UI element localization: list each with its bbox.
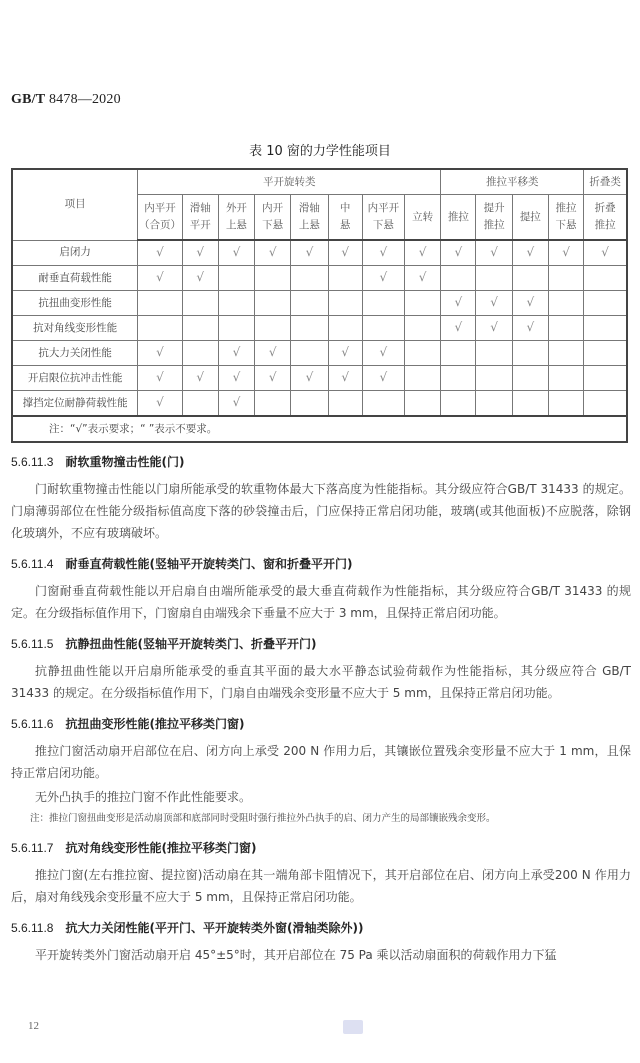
empty-cell: [138, 316, 182, 341]
empty-cell: [291, 291, 328, 316]
standard-code: [11, 92, 121, 108]
section-heading: [11, 838, 631, 858]
section-heading: [11, 714, 631, 734]
column-header-line1: 内平开: [367, 202, 400, 214]
checkmark-icon: √: [490, 320, 498, 334]
empty-cell: [584, 316, 627, 341]
empty-cell: [584, 366, 627, 391]
section-number: 5.6.11.3: [11, 455, 54, 469]
checkmark-icon: √: [341, 370, 349, 384]
empty-cell: [512, 266, 548, 291]
check-cell: [512, 240, 548, 266]
column-header: [291, 195, 328, 241]
checkmark-icon: √: [379, 270, 388, 284]
checkmark-icon: √: [526, 320, 535, 334]
check-cell: [476, 291, 512, 316]
empty-cell: [291, 341, 328, 366]
table-row: [12, 240, 627, 266]
section-paragraph: 推拉门窗活动扇开启部位在启、闭方向上承受 200 N 作用力后，其镶嵌位置残余变形量不应大于 1 mm，且保持正常启闭功能。: [11, 744, 631, 780]
column-header: [218, 195, 254, 241]
checkmark-icon: √: [490, 295, 498, 309]
column-header-line2: 下悬: [555, 219, 577, 231]
column-header: [138, 195, 182, 241]
check-cell: [138, 240, 182, 266]
table-note: 注：“√”表示要求；“ ”表示不要求。: [12, 416, 627, 442]
empty-cell: [548, 291, 583, 316]
section-paragraph: 平开旋转类外门窗活动扇开启 45°±5°时，其开启部位在 75 Pa 乘以活动扇面积的荷载作用力下猛: [35, 948, 557, 962]
check-cell: [362, 341, 404, 366]
empty-cell: [182, 316, 218, 341]
section-number: 5.6.11.7: [11, 841, 54, 855]
check-cell: [476, 240, 512, 266]
column-header-line1: 立转: [412, 210, 434, 223]
section-heading: [11, 554, 631, 574]
checkmark-icon: √: [232, 245, 241, 259]
empty-cell: [218, 291, 254, 316]
column-header-line2: 平开: [189, 219, 211, 231]
column-header: [512, 195, 548, 241]
checkmark-icon: √: [601, 245, 609, 259]
column-header-line1: 提拉: [519, 210, 541, 223]
table-note-row: [12, 416, 627, 442]
checkmark-icon: √: [156, 370, 164, 384]
checkmark-icon: √: [418, 270, 427, 284]
section-content: [11, 452, 631, 976]
empty-cell: [476, 341, 512, 366]
column-header: [328, 195, 362, 241]
section: [11, 634, 631, 704]
empty-cell: [476, 391, 512, 417]
column-header-line2: 推拉: [483, 219, 505, 231]
check-cell: [255, 240, 291, 266]
empty-cell: [441, 391, 476, 417]
empty-cell: [584, 266, 627, 291]
section-paragraph: 抗静扭曲性能以开启扇所能承受的垂直其平面的最大水平静态试验荷载作为性能指标，其分级应符合 GB/T 31433 的规定。在分级指标值作用下，门扇自由端残余变形量不应大于 5 mm，且保持正常启闭功能。: [11, 664, 631, 700]
checkmark-icon: √: [341, 345, 349, 359]
checkmark-icon: √: [156, 395, 164, 409]
checkmark-icon: √: [418, 245, 427, 259]
check-cell: [218, 240, 254, 266]
empty-cell: [584, 391, 627, 417]
column-header-line2: 上悬: [298, 219, 320, 231]
check-cell: [218, 391, 254, 417]
checkmark-icon: √: [268, 370, 277, 384]
check-cell: [182, 266, 218, 291]
column-header: [255, 195, 291, 241]
page-number: 12: [28, 1020, 39, 1032]
check-cell: [512, 291, 548, 316]
empty-cell: [138, 291, 182, 316]
check-cell: [441, 316, 476, 341]
table-row: [12, 266, 627, 291]
section-paragraph: 门耐软重物撞击性能以门扇所能承受的软重物体最大下落高度为性能指标。其分级应符合GB/T 31433 的规定。门扇薄弱部位在性能分级指标值高度下落的砂袋撞击后，门应保持正常启闭功能，玻璃(或其他面板)不应脱落，除钢化玻璃外，不应有玻璃破坏。: [11, 482, 631, 540]
column-header-line1: 提升: [483, 202, 505, 214]
checkmark-icon: √: [379, 370, 388, 384]
check-cell: [255, 341, 291, 366]
watermark-mark: [343, 1020, 363, 1034]
checkmark-icon: √: [232, 345, 241, 359]
group-header: 平开旋转类: [138, 169, 441, 195]
group-header-row: [12, 169, 627, 195]
group-header: 推拉平移类: [441, 169, 584, 195]
empty-cell: [512, 391, 548, 417]
column-header-line1: 滑轴: [298, 202, 320, 214]
checkmark-icon: √: [156, 270, 164, 284]
empty-cell: [441, 266, 476, 291]
performance-table-wrapper: [11, 168, 628, 443]
section-paragraph: 推拉门窗(左右推拉窗、提拉窗)活动扇在其一端角部卡阻情况下，其开启部位在启、闭方向上承受200 N 作用力后，扇对角线残余变形量不应大于 5 mm，且保持正常启闭功能。: [11, 868, 631, 904]
check-cell: [138, 266, 182, 291]
section-heading: [11, 918, 631, 938]
empty-cell: [255, 391, 291, 417]
empty-cell: [218, 316, 254, 341]
column-header-line2: （合页）: [138, 219, 181, 231]
empty-cell: [328, 266, 362, 291]
checkmark-icon: √: [305, 370, 314, 384]
table-row: [12, 341, 627, 366]
empty-cell: [182, 391, 218, 417]
check-cell: [512, 316, 548, 341]
check-cell: [405, 266, 441, 291]
column-header: [405, 195, 441, 241]
table-title: 表 10 窗的力学性能项目: [249, 144, 391, 159]
checkmark-icon: √: [379, 345, 388, 359]
group-header: 折叠类: [584, 169, 627, 195]
checkmark-icon: √: [268, 345, 277, 359]
checkmark-icon: √: [232, 370, 241, 384]
empty-cell: [405, 341, 441, 366]
empty-cell: [548, 266, 583, 291]
checkmark-icon: √: [268, 245, 277, 259]
check-cell: [362, 366, 404, 391]
empty-cell: [405, 316, 441, 341]
column-header-line1: 内开: [262, 202, 284, 214]
check-cell: [182, 366, 218, 391]
empty-cell: [476, 366, 512, 391]
column-header-line2: 悬: [339, 219, 351, 231]
empty-cell: [441, 341, 476, 366]
section-note: 注：推拉门窗扭曲变形是活动扇顶部和底部同时受阻时强行推拉外凸执手的启、闭力产生的局部镶嵌残余变形。: [30, 813, 496, 824]
empty-cell: [291, 316, 328, 341]
section: [11, 554, 631, 624]
column-header: [441, 195, 476, 241]
section: [11, 452, 631, 544]
column-header-line1: 中: [339, 202, 351, 214]
standard-prefix: GB/T: [11, 92, 46, 107]
empty-cell: [405, 291, 441, 316]
column-header-line2: 推拉: [594, 219, 616, 231]
empty-cell: [548, 391, 583, 417]
checkmark-icon: √: [454, 295, 463, 309]
empty-cell: [291, 391, 328, 417]
check-cell: [291, 240, 328, 266]
checkmark-icon: √: [341, 245, 349, 259]
check-cell: [584, 240, 627, 266]
empty-cell: [362, 291, 404, 316]
section: [11, 838, 631, 908]
check-cell: [362, 240, 404, 266]
check-cell: [138, 391, 182, 417]
checkmark-icon: √: [156, 345, 164, 359]
empty-cell: [182, 341, 218, 366]
section-number: 5.6.11.5: [11, 637, 54, 651]
empty-cell: [328, 291, 362, 316]
empty-cell: [362, 391, 404, 417]
column-header-line2: 下悬: [372, 219, 394, 231]
checkmark-icon: √: [305, 245, 314, 259]
empty-cell: [255, 316, 291, 341]
check-cell: [328, 341, 362, 366]
section-heading: [11, 634, 631, 654]
check-cell: [362, 266, 404, 291]
section-title: 抗扭曲变形性能(推拉平移类门窗): [65, 717, 245, 731]
row-item-label: 启闭力: [12, 240, 138, 266]
column-header: [182, 195, 218, 241]
empty-cell: [548, 366, 583, 391]
section-heading: [11, 452, 631, 472]
check-cell: [328, 240, 362, 266]
column-header: [362, 195, 404, 241]
column-header-line1: 内平开: [144, 202, 176, 214]
row-item-label: 撑挡定位耐静荷载性能: [12, 391, 138, 417]
empty-cell: [548, 341, 583, 366]
row-item-label: 开启限位抗冲击性能: [12, 366, 138, 391]
standard-number: 8478—2020: [48, 92, 121, 107]
section-title: 耐软重物撞击性能(门): [65, 455, 185, 469]
item-header: 项目: [12, 169, 138, 240]
column-header: [476, 195, 512, 241]
checkmark-icon: √: [526, 245, 535, 259]
check-cell: [405, 240, 441, 266]
column-header-line1: 推拉: [555, 202, 577, 214]
check-cell: [182, 240, 218, 266]
checkmark-icon: √: [196, 245, 205, 259]
empty-cell: [512, 341, 548, 366]
checkmark-icon: √: [454, 245, 463, 259]
empty-cell: [255, 266, 291, 291]
section: [11, 714, 631, 828]
empty-cell: [405, 366, 441, 391]
empty-cell: [441, 366, 476, 391]
check-cell: [255, 366, 291, 391]
empty-cell: [182, 291, 218, 316]
empty-cell: [512, 366, 548, 391]
column-header: [548, 195, 583, 241]
section-title: 抗对角线变形性能(推拉平移类门窗): [65, 841, 257, 855]
checkmark-icon: √: [196, 270, 205, 284]
column-header-line1: 折叠: [594, 202, 616, 214]
column-header-line2: 下悬: [262, 219, 284, 231]
section-title: 抗大力关闭性能(平开门、平开旋转类外窗(滑轴类除外)): [65, 921, 364, 935]
checkmark-icon: √: [232, 395, 241, 409]
table-body: [12, 240, 627, 416]
section-number: 5.6.11.8: [11, 921, 54, 935]
row-item-label: 抗大力关闭性能: [12, 341, 138, 366]
section-paragraph: 门窗耐垂直荷载性能以开启扇自由端所能承受的最大垂直荷载作为性能指标，其分级应符合GB/T 31433 的规定。在分级指标值作用下，门窗扇自由端残余下垂量不应大于 3 mm，且保持正常启闭功能。: [11, 584, 631, 620]
empty-cell: [218, 266, 254, 291]
table-row: [12, 316, 627, 341]
check-cell: [218, 366, 254, 391]
section: [11, 918, 631, 966]
row-item-label: 耐垂直荷载性能: [12, 266, 138, 291]
check-cell: [328, 366, 362, 391]
check-cell: [441, 291, 476, 316]
empty-cell: [584, 341, 627, 366]
column-header-line1: 推拉: [447, 210, 469, 223]
section-title: 耐垂直荷载性能(竖轴平开旋转类门、窗和折叠平开门): [65, 557, 353, 571]
check-cell: [291, 366, 328, 391]
checkmark-icon: √: [156, 245, 164, 259]
empty-cell: [548, 316, 583, 341]
section-number: 5.6.11.4: [11, 557, 54, 571]
empty-cell: [291, 266, 328, 291]
column-header-line2: 上悬: [225, 219, 247, 231]
empty-cell: [405, 391, 441, 417]
column-header: [584, 195, 627, 241]
section-number: 5.6.11.6: [11, 717, 54, 731]
section-paragraph: 无外凸执手的推拉门窗不作此性能要求。: [35, 790, 252, 804]
empty-cell: [362, 316, 404, 341]
checkmark-icon: √: [490, 245, 498, 259]
checkmark-icon: √: [526, 295, 535, 309]
check-cell: [138, 341, 182, 366]
column-header-line1: 滑轴: [189, 202, 211, 214]
section-title: 抗静扭曲性能(竖轴平开旋转类门、折叠平开门): [65, 637, 317, 651]
table-row: [12, 366, 627, 391]
check-cell: [138, 366, 182, 391]
check-cell: [441, 240, 476, 266]
check-cell: [548, 240, 583, 266]
checkmark-icon: √: [562, 245, 570, 259]
checkmark-icon: √: [379, 245, 388, 259]
row-item-label: 抗对角线变形性能: [12, 316, 138, 341]
performance-table: [11, 168, 628, 443]
checkmark-icon: √: [454, 320, 463, 334]
empty-cell: [328, 316, 362, 341]
row-item-label: 抗扭曲变形性能: [12, 291, 138, 316]
empty-cell: [328, 391, 362, 417]
check-cell: [218, 341, 254, 366]
column-header-line1: 外开: [225, 202, 247, 214]
empty-cell: [476, 266, 512, 291]
empty-cell: [584, 291, 627, 316]
checkmark-icon: √: [196, 370, 205, 384]
check-cell: [476, 316, 512, 341]
empty-cell: [255, 291, 291, 316]
table-row: [12, 291, 627, 316]
table-row: [12, 391, 627, 417]
